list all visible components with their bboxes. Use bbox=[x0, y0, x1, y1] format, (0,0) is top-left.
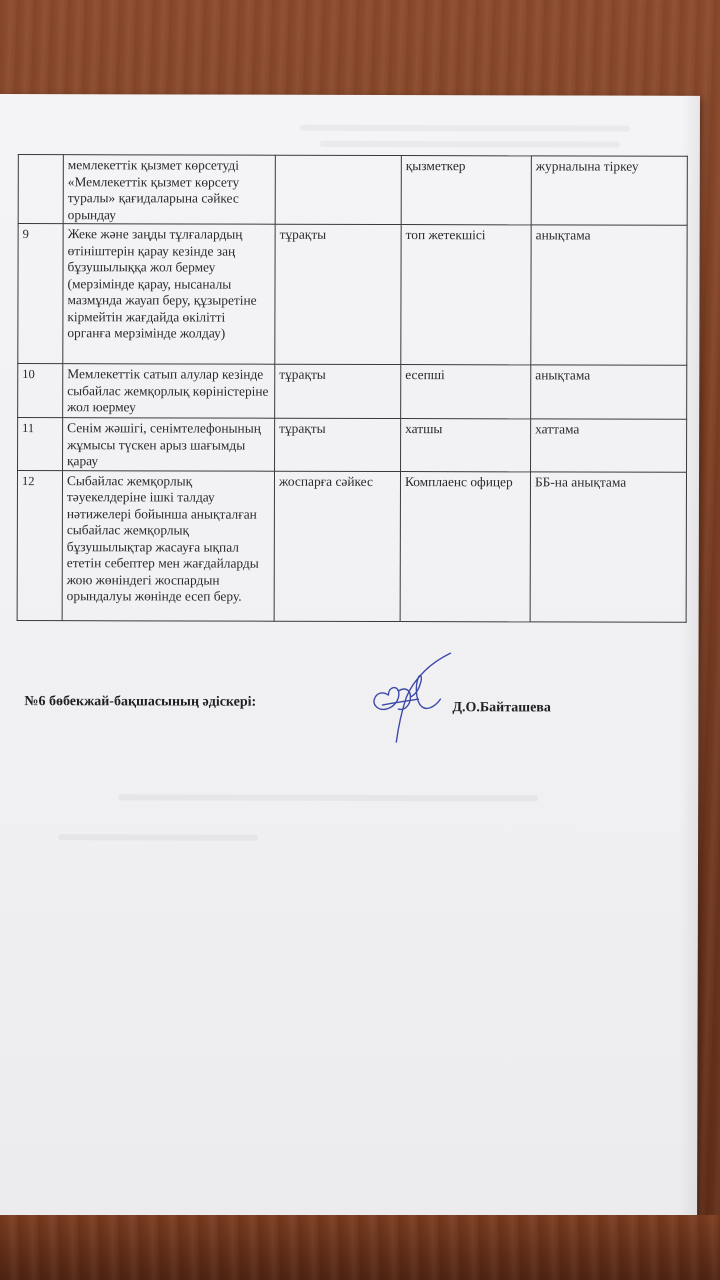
form-cell: хаттама bbox=[531, 419, 687, 472]
term-cell: тұрақты bbox=[275, 224, 401, 364]
bleed-through-text bbox=[320, 141, 620, 148]
measure-cell: Мемлекеттік сатып алулар кезінде сыбайлас жемқорлық көріністеріне жол юермеу bbox=[63, 364, 275, 419]
measure-cell: Сыбайлас жемқорлық тәуекелдеріне ішкі талдау нәтижелері бойынша анықталған сыбайлас жемқорлық бұзушылықтар жасауға ықпал ететін себептер мен жағдайларды жою жөніндегі жоспардын орындалуы жөнінде есеп беру. bbox=[62, 470, 274, 621]
term-cell: жоспарға сәйкес bbox=[274, 471, 400, 621]
row-number: 12 bbox=[17, 470, 62, 620]
measures-table bbox=[17, 154, 688, 622]
handwritten-signature bbox=[358, 647, 468, 747]
signatory-position: №6 бөбекжай-бақшасының әдіскері: bbox=[24, 694, 257, 710]
measure-cell: Жеке және заңды тұлғалардың өтініштерін қарау кезінде заң бұзушылыққа жол бермеу (мерзімінде қарау, нысаналы мазмұнда жауап беру, құзыретіне кірмейтін жағдайда өкілітті органға мерзімінде жолдау) bbox=[63, 224, 275, 365]
form-cell: ББ-на анықтама bbox=[530, 471, 686, 621]
table-row bbox=[18, 155, 687, 226]
responsible-cell: топ жетекшісі bbox=[401, 225, 531, 365]
bleed-through-text bbox=[300, 125, 630, 132]
signatory-name: Д.О.Байташева bbox=[452, 700, 551, 716]
document-page bbox=[0, 94, 700, 1220]
term-cell: тұрақты bbox=[275, 418, 401, 471]
responsible-cell: хатшы bbox=[401, 419, 531, 472]
table-row bbox=[18, 224, 687, 366]
desk-surface bbox=[0, 1215, 720, 1280]
form-cell: анықтама bbox=[531, 365, 687, 419]
measure-cell: мемлекеттік қызмет көрсетуді «Мемлекеттік қызмет көрсету туралы» қағидаларына сәйкес орындау bbox=[63, 155, 275, 225]
form-cell: анықтама bbox=[531, 225, 687, 365]
form-cell: журналына тіркеу bbox=[531, 156, 687, 225]
term-cell bbox=[275, 155, 401, 224]
row-number bbox=[18, 155, 63, 224]
term-cell: тұрақты bbox=[275, 364, 401, 418]
table-row bbox=[18, 364, 687, 420]
table-row bbox=[17, 470, 686, 622]
row-number: 11 bbox=[18, 418, 63, 471]
responsible-cell: есепші bbox=[401, 365, 531, 419]
responsible-cell: қызметкер bbox=[401, 156, 531, 225]
bleed-through-text bbox=[58, 834, 258, 841]
measure-cell: Сенім жәшігі, сенімтелефонының жұмысы түскен арыз шағымды қарау bbox=[63, 418, 275, 471]
responsible-cell: Комплаенс офицер bbox=[400, 471, 530, 621]
row-number: 10 bbox=[18, 364, 63, 418]
row-number: 9 bbox=[18, 224, 63, 364]
table-row bbox=[18, 418, 687, 472]
bleed-through-text bbox=[118, 794, 538, 801]
